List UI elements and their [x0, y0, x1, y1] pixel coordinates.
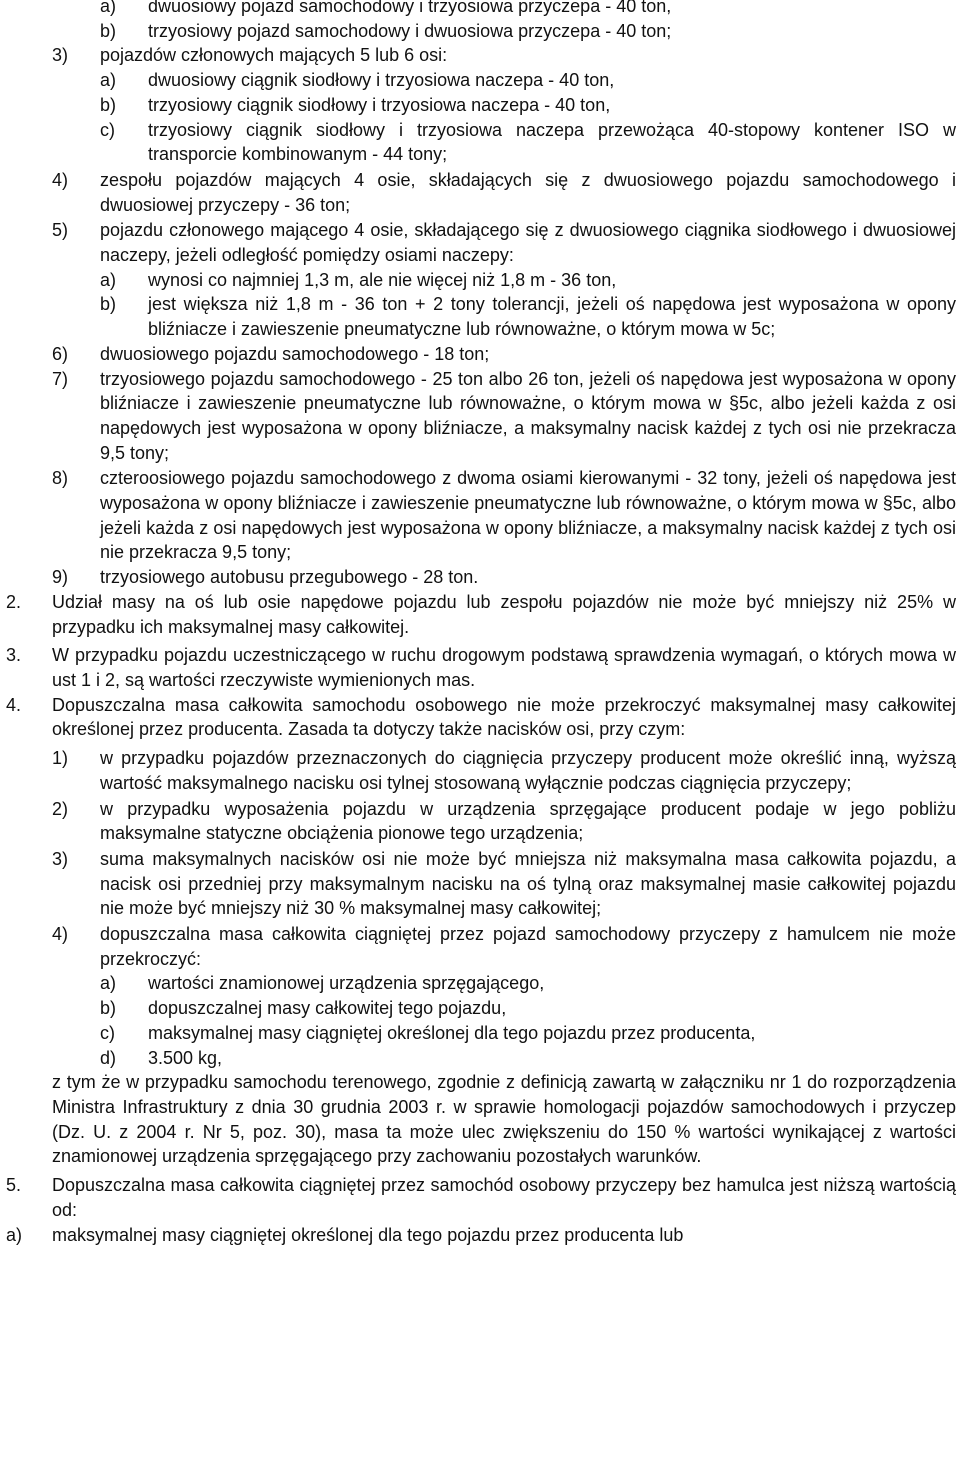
list-item-2: [0, 797, 960, 846]
item-text: 3.500 kg,: [148, 1047, 223, 1068]
item-label: c): [100, 1022, 115, 1043]
list-item-a: [0, 1223, 960, 1248]
paragraph-text: Udział masy na oś lub osie napędowe pojazdu lub zespołu pojazdów nie może być mniejszy niż 25% w przypadku ich maksymalnej masy całkowitej.: [52, 591, 956, 637]
item-label: 6): [52, 343, 69, 364]
list-item-6: [0, 342, 960, 367]
paragraph-number: 4.: [6, 694, 22, 715]
list-item-a: [0, 268, 960, 293]
item-text: trzyosiowy ciągnik siodłowy i trzyosiowa naczepa - 40 ton,: [148, 94, 611, 115]
item-text: trzyosiowy pojazd samochodowy i dwuosiowa przyczepa - 40 ton;: [148, 20, 672, 41]
item-text: dwuosiowego pojazdu samochodowego - 18 ton;: [100, 343, 490, 364]
item-label: 4): [52, 169, 69, 190]
item-text: dopuszczalnej masy całkowitej tego pojazdu,: [148, 998, 507, 1019]
list-item-7: [0, 367, 960, 466]
item-label: 2): [52, 798, 69, 819]
list-item-b: [0, 19, 960, 44]
list-item-a: [0, 68, 960, 93]
list-item-b: [0, 93, 960, 118]
item-text: pojazdów członowych mających 5 lub 6 osi:: [100, 45, 448, 66]
list-item-1: [0, 746, 960, 795]
item-label: d): [100, 1047, 117, 1068]
item-text: czteroosiowego pojazdu samochodowego z dwoma osiami kierowanymi - 32 tony, jeżeli oś napędowa jest wyposażona w opony bliźniacze i zawieszenie pneumatyczne lub równoważne, o którym mowa w §5c, albo jeżeli każda z osi napędowych jest wyposażona w opony bliźniacze, a maksymalny nacisk każdej z tych osi nie przekracza 9,5 tony;: [100, 468, 956, 563]
item-label: 8): [52, 468, 69, 489]
list-item-c: [0, 1021, 960, 1046]
list-item-b: [0, 292, 960, 341]
item-label: b): [100, 294, 117, 315]
list-item-3: [0, 847, 960, 921]
paragraph-text: Dopuszczalna masa całkowita ciągniętej przez samochód osobowy przyczepy bez hamulca jest niższą wartością od:: [52, 1175, 956, 1220]
paragraph-number: 5.: [6, 1175, 22, 1196]
item-label: 4): [52, 924, 69, 945]
list-item-3: [0, 43, 960, 68]
item-label: 1): [52, 748, 69, 769]
list-item-9: [0, 565, 960, 590]
list-item-4: [0, 922, 960, 971]
item-text: dwuosiowy ciągnik siodłowy i trzyosiowa naczepa - 40 ton,: [148, 70, 615, 91]
item-text: maksymalnej masy ciągniętej określonej dla tego pojazdu przez producenta lub: [52, 1225, 684, 1246]
paragraph-text: W przypadku pojazdu uczestniczącego w ruchu drogowym podstawą sprawdzenia wymagań, o których mowa w ust 1 i 2, są wartości rzeczywiste wymienionych mas.: [52, 645, 956, 690]
item-text: trzyosiowego autobusu przegubowego - 28 ton.: [100, 567, 479, 588]
paragraph-number: 2.: [6, 591, 22, 612]
item-label: b): [100, 20, 117, 41]
item-label: c): [100, 119, 115, 140]
list-item-a: [0, 971, 960, 996]
item-text: wartości znamionowej urządzenia sprzęgającego,: [148, 973, 545, 994]
item-text: maksymalnej masy ciągniętej określonej dla tego pojazdu przez producenta,: [148, 1022, 756, 1043]
item-label: 9): [52, 567, 69, 588]
list-item-8: [0, 466, 960, 565]
item-text: trzyosiowego pojazdu samochodowego - 25 ton albo 26 ton, jeżeli oś napędowa jest wyposażona w opony bliźniacze i zawieszenie pneumatyczne lub równoważne, o którym mowa w §5c, albo jeżeli każda z osi napędowych jest wyposażona w opony bliźniacze, a maksymalny nacisk każdej z tych osi nie przekracza 9,5 tony;: [100, 368, 956, 463]
list-item-b: [0, 996, 960, 1021]
paragraph-3: [0, 643, 960, 692]
item-label: b): [100, 998, 117, 1019]
item-label: a): [100, 269, 117, 290]
item-text: w przypadku pojazdów przeznaczonych do ciągnięcia przyczepy producent może określić inną, wyższą wartość maksymalnego nacisku osi tylnej stosowaną wyłącznie podczas ciągnięcia przyczepy;: [100, 748, 956, 793]
continuation-paragraph: z tym że w przypadku samochodu terenowego, zgodnie z definicją zawartą w załączniku nr 1 do rozporządzenia Ministra Infrastruktury z dnia 30 grudnia 2003 r. w sprawie homologacji pojazdów samochodowych i przyczep (Dz. U. z 2004 r. Nr 5, poz. 30), masa ta może ulec zwiększeniu do 150 % wartości wynikającej z wartości znamionowej urządzenia sprzęgającego przy zachowaniu pozostałych warunków.: [52, 1072, 956, 1167]
item-text: trzyosiowy ciągnik siodłowy i trzyosiowa naczepa przewożąca 40-stopowy kontener ISO w transporcie kombinowanym - 44 tony;: [148, 119, 956, 165]
item-text: dwuosiowy pojazd samochodowy i trzyosiowa przyczepa - 40 ton,: [148, 0, 672, 16]
item-text: wynosi co najmniej 1,3 m, ale nie więcej niż 1,8 m - 36 ton,: [148, 269, 617, 290]
item-text: w przypadku wyposażenia pojazdu w urządzenia sprzęgające producent podaje w jego pobliżu maksymalne statyczne obciążenia pionowe tego urządzenia;: [100, 798, 956, 844]
item-text: dopuszczalna masa całkowita ciągniętej przez pojazd samochodowy przyczepy z hamulcem nie może przekroczyć:: [100, 924, 956, 969]
item-label: a): [100, 70, 117, 91]
item-label: 5): [52, 220, 69, 241]
list-item-c: [0, 118, 960, 167]
item-label: a): [100, 0, 117, 16]
paragraph-4: [0, 693, 960, 742]
item-label: a): [100, 973, 117, 994]
item-text: suma maksymalnych nacisków osi nie może być mniejsza niż maksymalna masa całkowita pojazdu, a nacisk osi przedniej przy maksymalnym nacisku na oś tylną oraz maksymalnej masie całkowitej pojazdu nie może być mniejszy niż 30 % maksymalnej masy całkowitej;: [100, 848, 956, 919]
paragraph-5: [0, 1173, 960, 1222]
list-item-a: [0, 0, 960, 19]
item-label: a): [6, 1225, 23, 1246]
list-item-4: [0, 168, 960, 217]
list-item-5: [0, 218, 960, 267]
item-text: jest większa niż 1,8 m - 36 ton + 2 tony tolerancji, jeżeli oś napędowa jest wyposażona w opony bliźniacze i zawieszenie pneumatyczne lub równoważne, o którym mowa w 5c;: [148, 294, 956, 340]
item-label: 7): [52, 368, 69, 389]
paragraph-2: [0, 590, 960, 639]
item-label: 3): [52, 848, 69, 869]
paragraph-number: 3.: [6, 645, 22, 666]
item-label: 3): [52, 45, 69, 66]
item-text: zespołu pojazdów mających 4 osie, składających się z dwuosiowego pojazdu samochodowego i dwuosiowej przyczepy - 36 ton;: [100, 169, 956, 215]
paragraph-text: Dopuszczalna masa całkowita samochodu osobowego nie może przekroczyć maksymalnej masy całkowitej określonej przez producenta. Zasada ta dotyczy także nacisków osi, przy czym:: [52, 694, 956, 740]
item-label: b): [100, 94, 117, 115]
item-text: pojazdu członowego mającego 4 osie, składającego się z dwuosiowego ciągnika siodłowego i dwuosiowej naczepy, jeżeli odległość pomiędzy osiami naczepy:: [100, 220, 956, 266]
list-item-d: [0, 1046, 960, 1071]
